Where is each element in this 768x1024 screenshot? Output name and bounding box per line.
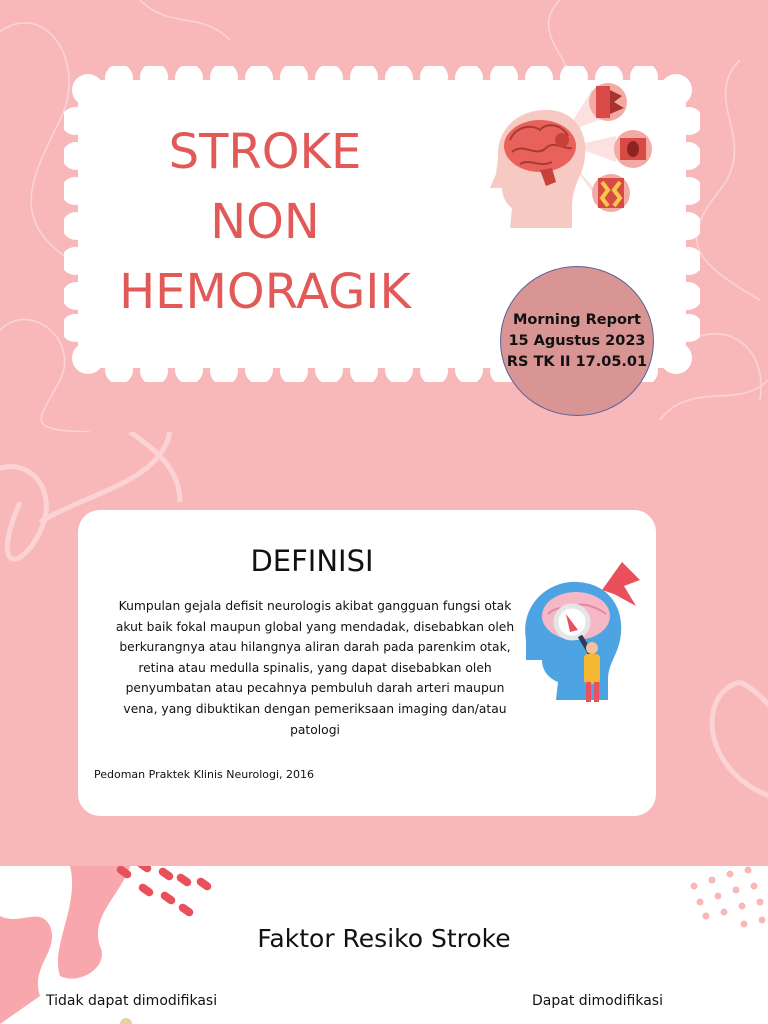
definition-card (78, 510, 656, 816)
report-info-badge (500, 266, 654, 416)
title-line-1: STROKE (168, 124, 362, 180)
vessel-clot-icon (614, 130, 652, 168)
title-slide (0, 0, 768, 432)
risk-factor-heading: Faktor Resiko Stroke (257, 924, 511, 953)
definition-slide (0, 432, 768, 866)
badge-line-2: 15 Agustus 2023 (508, 332, 646, 349)
definition-source: Pedoman Praktek Klinis Neurologi, 2016 (94, 768, 315, 781)
title-line-3: HEMORAGIK (119, 264, 411, 320)
badge-line-3: RS TK II 17.05.01 (506, 353, 648, 370)
title-line-2: NON (210, 194, 320, 250)
brain-magnifier-illustration (518, 560, 643, 710)
risk-factor-slide (0, 866, 768, 1024)
modifiable-label: Dapat dimodifikasi (532, 993, 663, 1009)
vessel-plaque-icon (592, 174, 630, 212)
brain-blood-vessel-illustration (480, 78, 660, 238)
person-icon (584, 654, 600, 684)
badge-line-1: Morning Report (512, 311, 641, 328)
definition-text: Kumpulan gejala defisit neurologis akibat gangguan fungsi otak akut baik fokal maupun global yang mendadak, disebabkan oleh berkurangnya atau hilangnya aliran darah pada parenkim otak, retina atau medulla spinalis, yang dapat disebabkan oleh penyumbatan atau pecahnya pembuluh darah arteri maupun vena, yang dibuktikan dengan pemeriksaan imaging dan/atau patologi (115, 599, 515, 737)
definition-heading: DEFINISI (250, 544, 374, 578)
vessel-rupture-icon (589, 83, 627, 121)
non-modifiable-label: Tidak dapat dimodifikasi (46, 993, 218, 1009)
